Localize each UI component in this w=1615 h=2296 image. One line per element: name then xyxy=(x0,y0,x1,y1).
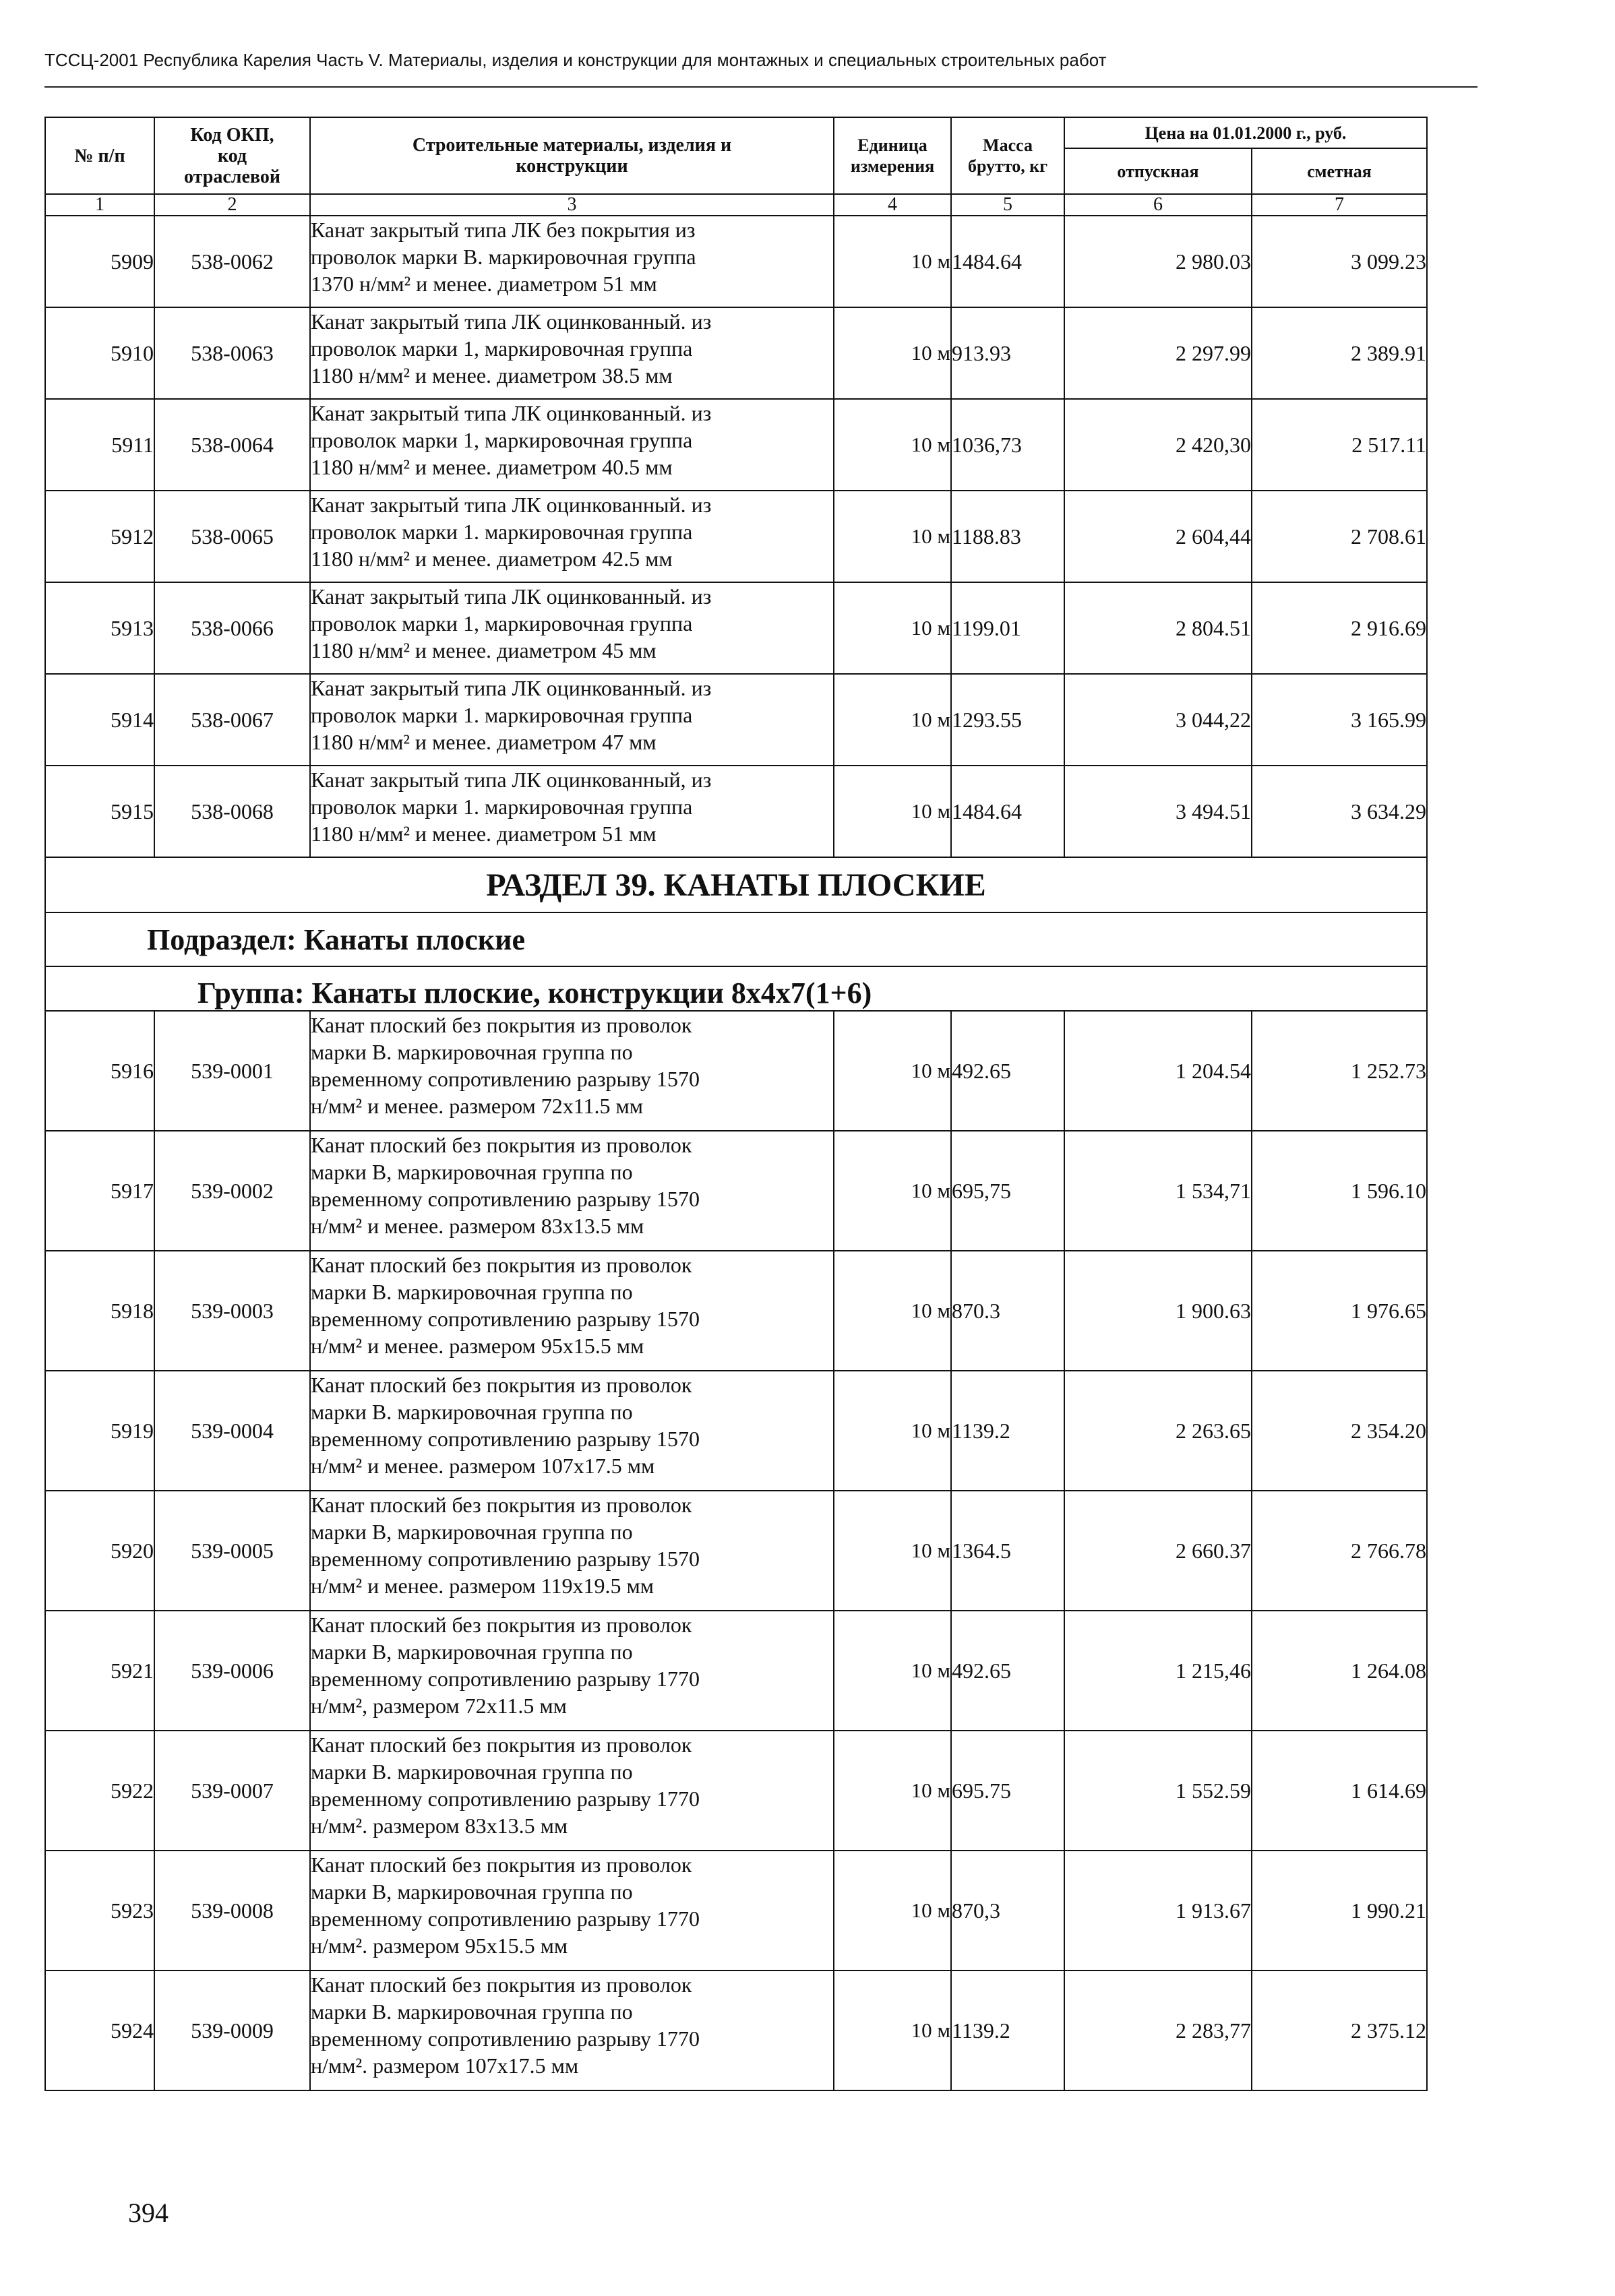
description-line: н/мм², размером 72х11.5 мм xyxy=(311,1694,567,1718)
description-line: 1180 н/мм² и менее. диаметром 47 мм xyxy=(311,730,657,754)
row-number: 5912 xyxy=(45,491,154,582)
release-price: 3 044,22 xyxy=(1064,674,1252,766)
description-line: временному сопротивлению разрыву 1770 xyxy=(311,2026,700,2051)
description-line: Канат плоский без покрытия из проволок xyxy=(311,1493,692,1517)
estimate-price: 2 708.61 xyxy=(1252,491,1427,582)
gross-mass: 1139.2 xyxy=(951,1971,1064,2090)
gross-mass: 1188.83 xyxy=(951,491,1064,582)
material-description xyxy=(310,1971,834,2090)
description-line: Канат закрытый типа ЛК оцинкованный. из xyxy=(311,676,712,700)
table-row xyxy=(45,1731,1427,1851)
header-price-estimate: сметная xyxy=(1252,148,1427,194)
estimate-price: 3 165.99 xyxy=(1252,674,1427,766)
release-price: 1 913.67 xyxy=(1064,1851,1252,1971)
header-no: № п/п xyxy=(45,117,154,194)
unit-of-measure: 10 м xyxy=(834,1851,951,1971)
gross-mass: 1484.64 xyxy=(951,216,1064,307)
description-line: Канат закрытый типа ЛК оцинкованный, из xyxy=(311,768,712,792)
material-description xyxy=(310,216,834,307)
unit-of-measure: 10 м xyxy=(834,1491,951,1611)
description-line: Канат закрытый типа ЛК без покрытия из xyxy=(311,218,696,242)
header-mass: Масса брутто, кг xyxy=(951,117,1064,194)
description-line: временному сопротивлению разрыву 1770 xyxy=(311,1906,700,1931)
table-body-ropes-flat xyxy=(45,1011,1427,2090)
description-line: Канат плоский без покрытия из проволок xyxy=(311,1853,692,1877)
estimate-price: 2 766.78 xyxy=(1252,1491,1427,1611)
unit-of-measure: 10 м xyxy=(834,1011,951,1131)
unit-of-measure: 10 м xyxy=(834,491,951,582)
description-line: н/мм² и менее. размером 72х11.5 мм xyxy=(311,1094,644,1118)
description-line: временному сопротивлению разрыву 1570 xyxy=(311,1307,700,1331)
release-price: 2 283,77 xyxy=(1064,1971,1252,2090)
table-row xyxy=(45,1611,1427,1731)
gross-mass: 1364.5 xyxy=(951,1491,1064,1611)
table-row xyxy=(45,1491,1427,1611)
gross-mass: 913.93 xyxy=(951,307,1064,399)
table-header xyxy=(45,117,1427,216)
description-line: временному сопротивлению разрыву 1770 xyxy=(311,1667,700,1691)
estimate-price: 2 389.91 xyxy=(1252,307,1427,399)
header-material: Строительные материалы, изделия и конструкции xyxy=(310,117,834,194)
table-row xyxy=(45,1251,1427,1371)
table-body-ropes-closed xyxy=(45,216,1427,857)
description-line: проволок марки В. маркировочная группа xyxy=(311,245,696,269)
gross-mass: 492.65 xyxy=(951,1011,1064,1131)
section-block xyxy=(45,857,1427,1011)
okp-code: 539-0006 xyxy=(154,1611,310,1731)
row-number: 5911 xyxy=(45,399,154,491)
estimate-price: 1 614.69 xyxy=(1252,1731,1427,1851)
release-price: 1 900.63 xyxy=(1064,1251,1252,1371)
material-description xyxy=(310,1851,834,1971)
unit-of-measure: 10 м xyxy=(834,1971,951,2090)
column-number: 2 xyxy=(154,194,310,216)
description-line: 1370 н/мм² и менее. диаметром 51 мм xyxy=(311,272,657,296)
material-description xyxy=(310,307,834,399)
gross-mass: 870,3 xyxy=(951,1851,1064,1971)
description-line: марки В. маркировочная группа по xyxy=(311,1280,633,1304)
unit-of-measure: 10 м xyxy=(834,1251,951,1371)
release-price: 2 420,30 xyxy=(1064,399,1252,491)
estimate-price: 1 596.10 xyxy=(1252,1131,1427,1251)
material-description xyxy=(310,1491,834,1611)
unit-of-measure: 10 м xyxy=(834,1611,951,1731)
description-line: Канат плоский без покрытия из проволок xyxy=(311,1253,692,1277)
unit-of-measure: 10 м xyxy=(834,1131,951,1251)
description-line: н/мм². размером 95х15.5 мм xyxy=(311,1933,568,1958)
description-line: 1180 н/мм² и менее. диаметром 51 мм xyxy=(311,821,657,846)
table-row xyxy=(45,491,1427,582)
description-line: Канат плоский без покрытия из проволок xyxy=(311,1613,692,1637)
okp-code: 538-0062 xyxy=(154,216,310,307)
row-number: 5922 xyxy=(45,1731,154,1851)
okp-code: 538-0064 xyxy=(154,399,310,491)
header-price-release: отпускная xyxy=(1064,148,1252,194)
estimate-price: 2 916.69 xyxy=(1252,582,1427,674)
release-price: 1 552.59 xyxy=(1064,1731,1252,1851)
release-price: 1 534,71 xyxy=(1064,1131,1252,1251)
description-line: 1180 н/мм² и менее. диаметром 40.5 мм xyxy=(311,455,673,479)
okp-code: 539-0005 xyxy=(154,1491,310,1611)
column-number: 6 xyxy=(1064,194,1252,216)
row-number: 5915 xyxy=(45,766,154,857)
description-line: проволок марки 1. маркировочная группа xyxy=(311,795,693,819)
gross-mass: 695,75 xyxy=(951,1131,1064,1251)
description-line: марки В. маркировочная группа по xyxy=(311,1760,633,1784)
row-number: 5917 xyxy=(45,1131,154,1251)
material-description xyxy=(310,766,834,857)
description-line: марки В, маркировочная группа по xyxy=(311,1160,633,1184)
description-line: марки В, маркировочная группа по xyxy=(311,1640,633,1664)
gross-mass: 695.75 xyxy=(951,1731,1064,1851)
material-description xyxy=(310,1251,834,1371)
okp-code: 539-0004 xyxy=(154,1371,310,1491)
row-number: 5923 xyxy=(45,1851,154,1971)
release-price: 2 660.37 xyxy=(1064,1491,1252,1611)
page-number: 394 xyxy=(128,2198,169,2228)
estimate-price: 1 976.65 xyxy=(1252,1251,1427,1371)
unit-of-measure: 10 м xyxy=(834,582,951,674)
table-row xyxy=(45,307,1427,399)
okp-code: 539-0003 xyxy=(154,1251,310,1371)
release-price: 1 204.54 xyxy=(1064,1011,1252,1131)
description-line: 1180 н/мм² и менее. диаметром 38.5 мм xyxy=(311,363,673,387)
description-line: Канат плоский без покрытия из проволок xyxy=(311,1373,692,1397)
subsection-title: Подраздел: Канаты плоские xyxy=(45,912,1427,966)
description-line: н/мм² и менее. размером 95х15.5 мм xyxy=(311,1334,644,1358)
table-row xyxy=(45,1131,1427,1251)
row-number: 5909 xyxy=(45,216,154,307)
material-description xyxy=(310,491,834,582)
price-table xyxy=(44,117,1428,2091)
material-description xyxy=(310,1131,834,1251)
description-line: 1180 н/мм² и менее. диаметром 45 мм xyxy=(311,638,657,662)
estimate-price: 3 099.23 xyxy=(1252,216,1427,307)
description-line: временному сопротивлению разрыву 1570 xyxy=(311,1067,700,1091)
okp-code: 539-0002 xyxy=(154,1131,310,1251)
gross-mass: 492.65 xyxy=(951,1611,1064,1731)
column-number: 3 xyxy=(310,194,834,216)
material-description xyxy=(310,399,834,491)
description-line: проволок марки 1. маркировочная группа xyxy=(311,703,693,727)
description-line: проволок марки 1, маркировочная группа xyxy=(311,611,693,635)
column-number: 1 xyxy=(45,194,154,216)
release-price: 2 804.51 xyxy=(1064,582,1252,674)
release-price: 2 604,44 xyxy=(1064,491,1252,582)
material-description xyxy=(310,1731,834,1851)
row-number: 5910 xyxy=(45,307,154,399)
estimate-price: 2 354.20 xyxy=(1252,1371,1427,1491)
estimate-price: 2 375.12 xyxy=(1252,1971,1427,2090)
row-number: 5918 xyxy=(45,1251,154,1371)
table-row xyxy=(45,766,1427,857)
description-line: Канат закрытый типа ЛК оцинкованный. из xyxy=(311,584,712,609)
description-line: н/мм² и менее. размером 83х13.5 мм xyxy=(311,1214,644,1238)
gross-mass: 1139.2 xyxy=(951,1371,1064,1491)
unit-of-measure: 10 м xyxy=(834,216,951,307)
table-row xyxy=(45,399,1427,491)
unit-of-measure: 10 м xyxy=(834,674,951,766)
description-line: н/мм². размером 83х13.5 мм xyxy=(311,1813,568,1838)
description-line: Канат закрытый типа ЛК оцинкованный. из xyxy=(311,309,712,334)
header-price: Цена на 01.01.2000 г., руб. xyxy=(1064,117,1427,148)
section-title: РАЗДЕЛ 39. КАНАТЫ ПЛОСКИЕ xyxy=(45,857,1427,912)
description-line: Канат плоский без покрытия из проволок xyxy=(311,1013,692,1037)
release-price: 2 263.65 xyxy=(1064,1371,1252,1491)
description-line: н/мм² и менее. размером 107х17.5 мм xyxy=(311,1454,655,1478)
description-line: проволок марки 1, маркировочная группа xyxy=(311,428,693,452)
description-line: 1180 н/мм² и менее. диаметром 42.5 мм xyxy=(311,547,673,571)
okp-code: 538-0065 xyxy=(154,491,310,582)
okp-code: 538-0063 xyxy=(154,307,310,399)
description-line: марки В, маркировочная группа по xyxy=(311,1880,633,1904)
okp-code: 538-0067 xyxy=(154,674,310,766)
table-row xyxy=(45,1971,1427,2090)
description-line: Канат закрытый типа ЛК оцинкованный. из xyxy=(311,493,712,517)
row-number: 5916 xyxy=(45,1011,154,1131)
unit-of-measure: 10 м xyxy=(834,766,951,857)
table-row xyxy=(45,216,1427,307)
okp-code: 538-0068 xyxy=(154,766,310,857)
unit-of-measure: 10 м xyxy=(834,399,951,491)
column-number: 5 xyxy=(951,194,1064,216)
release-price: 3 494.51 xyxy=(1064,766,1252,857)
unit-of-measure: 10 м xyxy=(834,307,951,399)
row-number: 5913 xyxy=(45,582,154,674)
description-line: марки В. маркировочная группа по xyxy=(311,1040,633,1064)
description-line: проволок марки 1. маркировочная группа xyxy=(311,520,693,544)
description-line: проволок марки 1, маркировочная группа xyxy=(311,336,693,361)
gross-mass: 1293.55 xyxy=(951,674,1064,766)
estimate-price: 2 517.11 xyxy=(1252,399,1427,491)
row-number: 5924 xyxy=(45,1971,154,2090)
table-row xyxy=(45,582,1427,674)
description-line: марки В, маркировочная группа по xyxy=(311,1520,633,1544)
material-description xyxy=(310,582,834,674)
release-price: 2 980.03 xyxy=(1064,216,1252,307)
okp-code: 539-0009 xyxy=(154,1971,310,2090)
okp-code: 539-0007 xyxy=(154,1731,310,1851)
okp-code: 538-0066 xyxy=(154,582,310,674)
description-line: Канат плоский без покрытия из проволок xyxy=(311,1133,692,1157)
description-line: н/мм². размером 107х17.5 мм xyxy=(311,2053,579,2078)
header-rule xyxy=(44,86,1477,88)
unit-of-measure: 10 м xyxy=(834,1371,951,1491)
row-number: 5919 xyxy=(45,1371,154,1491)
gross-mass: 1199.01 xyxy=(951,582,1064,674)
description-line: временному сопротивлению разрыву 1570 xyxy=(311,1427,700,1451)
estimate-price: 1 990.21 xyxy=(1252,1851,1427,1971)
running-head: ТССЦ-2001 Республика Карелия Часть V. Материалы, изделия и конструкции для монтажных и специальных строительных работ xyxy=(44,50,1107,70)
estimate-price: 1 252.73 xyxy=(1252,1011,1427,1131)
row-number: 5920 xyxy=(45,1491,154,1611)
description-line: Канат плоский без покрытия из проволок xyxy=(311,1733,692,1757)
gross-mass: 1484.64 xyxy=(951,766,1064,857)
estimate-price: 3 634.29 xyxy=(1252,766,1427,857)
row-number: 5921 xyxy=(45,1611,154,1731)
material-description xyxy=(310,1611,834,1731)
estimate-price: 1 264.08 xyxy=(1252,1611,1427,1731)
column-numbers-row xyxy=(45,194,1427,216)
release-price: 1 215,46 xyxy=(1064,1611,1252,1731)
description-line: марки В. маркировочная группа по xyxy=(311,1999,633,2024)
description-line: временному сопротивлению разрыву 1770 xyxy=(311,1787,700,1811)
description-line: Канат плоский без покрытия из проволок xyxy=(311,1973,692,1997)
table-row xyxy=(45,1851,1427,1971)
description-line: временному сопротивлению разрыву 1570 xyxy=(311,1547,700,1571)
column-number: 7 xyxy=(1252,194,1427,216)
header-code: Код ОКП, код отраслевой xyxy=(154,117,310,194)
column-number: 4 xyxy=(834,194,951,216)
description-line: Канат закрытый типа ЛК оцинкованный. из xyxy=(311,401,712,425)
unit-of-measure: 10 м xyxy=(834,1731,951,1851)
gross-mass: 1036,73 xyxy=(951,399,1064,491)
gross-mass: 870.3 xyxy=(951,1251,1064,1371)
description-line: марки В. маркировочная группа по xyxy=(311,1400,633,1424)
row-number: 5914 xyxy=(45,674,154,766)
okp-code: 539-0001 xyxy=(154,1011,310,1131)
table-row xyxy=(45,674,1427,766)
release-price: 2 297.99 xyxy=(1064,307,1252,399)
description-line: н/мм² и менее. размером 119х19.5 мм xyxy=(311,1574,654,1598)
description-line: временному сопротивлению разрыву 1570 xyxy=(311,1187,700,1211)
okp-code: 539-0008 xyxy=(154,1851,310,1971)
header-unit: Единица измерения xyxy=(834,117,951,194)
material-description xyxy=(310,1011,834,1131)
material-description xyxy=(310,1371,834,1491)
table-row xyxy=(45,1371,1427,1491)
table-row xyxy=(45,1011,1427,1131)
group-title: Группа: Канаты плоские, конструкции 8х4х7(1+6) xyxy=(45,966,1427,1011)
material-description xyxy=(310,674,834,766)
